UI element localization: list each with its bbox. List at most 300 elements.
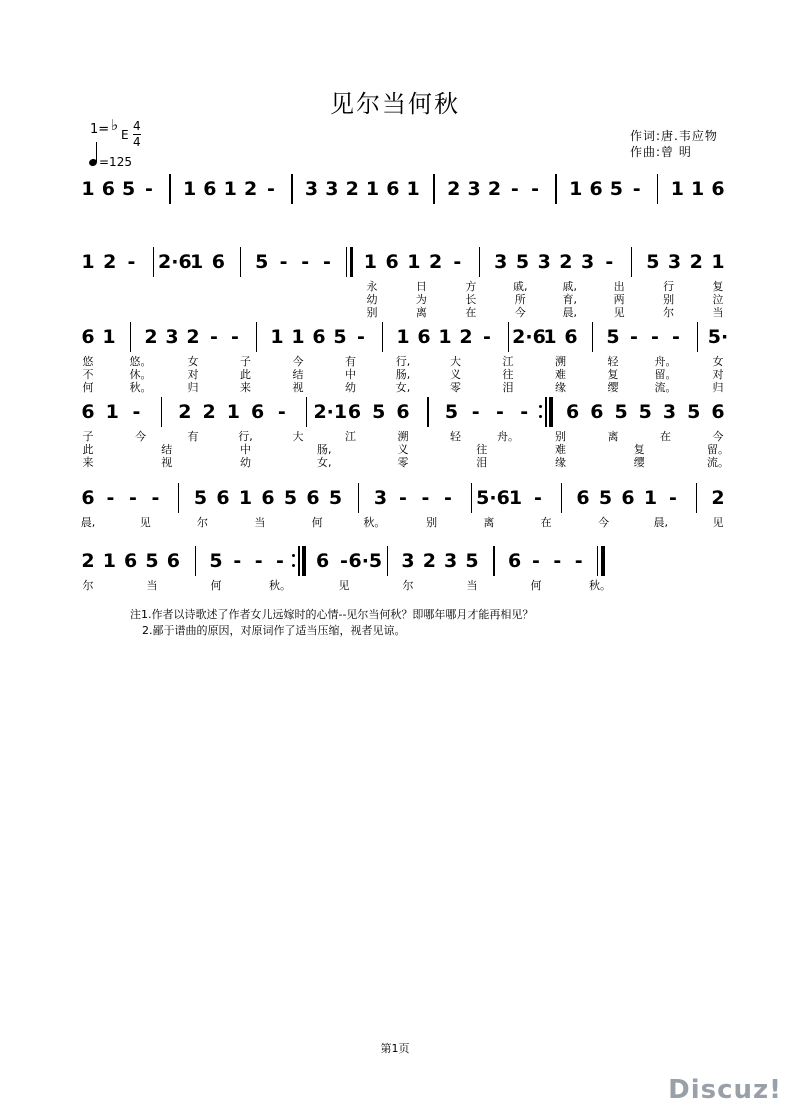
note: 1 (363, 251, 378, 273)
note: 6 (250, 401, 265, 423)
note: 6 (589, 178, 603, 200)
lyric-char: 女, (317, 456, 332, 469)
bar-line (471, 483, 472, 513)
lyric-char: 此 (240, 368, 251, 381)
lyric-char: 结 (292, 368, 304, 381)
lyric-char: 中 (240, 443, 251, 456)
note: - (520, 401, 529, 423)
note: 1 (643, 487, 658, 509)
note: 1 (396, 326, 410, 348)
note: 1 (182, 178, 197, 200)
lyric-char: 归 (187, 381, 199, 394)
note: 1 (711, 251, 725, 273)
note: 1 (102, 326, 116, 348)
bar-line (657, 174, 658, 204)
bar-line (433, 174, 434, 204)
lyric-char: 难 (555, 368, 566, 381)
note: 6 (261, 487, 275, 509)
lyric-char: 见 (338, 579, 350, 592)
note: - (233, 550, 242, 572)
time-signature (133, 119, 141, 150)
lyric-char: 幼 (366, 293, 378, 306)
lyric-char: 肠, (395, 368, 411, 381)
note: 1 (543, 326, 557, 348)
note: 3 (467, 178, 481, 200)
note: - (231, 326, 239, 348)
lyric-char: 今 (292, 355, 304, 368)
note: 1 (291, 326, 305, 348)
lyric-char: 何 (530, 579, 542, 592)
note: - (266, 178, 275, 200)
note: - (553, 550, 562, 572)
note: 5 (646, 251, 660, 273)
lyric-char: 尔 (663, 306, 675, 319)
note: 6 (590, 401, 604, 423)
lyric-char: 子 (240, 355, 251, 368)
lyric-char: 别 (366, 306, 378, 319)
note: 2 (428, 251, 443, 273)
lyric-char: 泪 (502, 381, 514, 394)
lyric-char: 见 (139, 516, 151, 529)
note: 3 (444, 550, 458, 572)
bar-line (161, 397, 162, 427)
time-bottom: 4 (133, 135, 141, 149)
lyric-char: 行, (395, 355, 411, 368)
repeat-dot (292, 554, 295, 557)
lyric-char: 来 (240, 381, 251, 394)
note: 1 (105, 401, 119, 423)
lyric-char: 缨 (607, 381, 619, 394)
lyric-char: 当 (466, 579, 478, 592)
lyric-char: 舟。 (497, 430, 519, 443)
note: 5 (598, 487, 613, 509)
lyricist-credit: 作词:唐.韦应物 (630, 129, 718, 143)
double-bar-line-thick (350, 247, 354, 277)
note: 1 (81, 178, 95, 200)
note: 3 (537, 251, 551, 273)
bar-line (696, 483, 697, 513)
bar-line (256, 322, 257, 352)
note: 1 (270, 326, 284, 348)
note: 2·6 (158, 251, 192, 273)
note: 3 (325, 178, 339, 200)
lyric-char: 缘 (555, 381, 566, 394)
double-bar-line (298, 546, 299, 576)
note: 5·6 (476, 487, 510, 509)
lyric-char: 长 (465, 293, 477, 306)
note: 2 (202, 401, 216, 423)
lyric-char: 义 (397, 443, 409, 456)
note: 2 (689, 251, 703, 273)
bar-line (382, 322, 383, 352)
lyric-char: 缘 (555, 456, 566, 469)
note: - (323, 251, 331, 273)
bar-line (427, 397, 428, 427)
note: - (210, 326, 218, 348)
lyric-char: 秋。 (589, 579, 611, 592)
note: 6 (203, 178, 217, 200)
repeat-dot (539, 415, 542, 418)
lyric-char: 别 (426, 516, 438, 529)
lyric-char: 尔 (82, 579, 94, 592)
note: 5 (465, 550, 479, 572)
note: 3 (373, 487, 388, 509)
note: - (340, 550, 348, 572)
lyric-char: 江 (345, 430, 356, 443)
lyric-char: 尔 (402, 579, 414, 592)
note: 6 (347, 401, 362, 423)
bar-line (508, 322, 509, 352)
note: 1 (569, 178, 583, 200)
lyric-char: 离 (607, 430, 619, 443)
note: - (277, 401, 286, 423)
note: - (605, 251, 614, 273)
note: 5 (515, 251, 530, 273)
note: 5 (255, 251, 269, 273)
lyric-char: 视 (161, 456, 173, 469)
note: 6 (81, 326, 95, 348)
double-bar-line-thick (549, 397, 553, 427)
double-bar-line (346, 247, 347, 277)
note: 6 (312, 326, 326, 348)
note: 1 (102, 550, 116, 572)
lyric-char: 在 (540, 516, 552, 529)
lyric-char: 难 (555, 443, 566, 456)
bar-line (240, 247, 241, 277)
note: 2 (186, 326, 200, 348)
note: 1 (670, 178, 684, 200)
note: 2 (459, 326, 473, 348)
note: - (672, 326, 680, 348)
lyric-char: 两 (613, 293, 625, 306)
note: 2 (178, 401, 192, 423)
note: 3 (401, 550, 415, 572)
note: - (532, 550, 540, 572)
bar-line (479, 247, 480, 277)
lyric-char: 泪 (476, 456, 488, 469)
note: - (276, 550, 284, 572)
lyric-char: 别 (663, 293, 675, 306)
bar-line (153, 247, 154, 277)
watermark-logo: Discuz! (668, 1075, 782, 1105)
note: 3 (667, 251, 682, 273)
footnote-1: 注1.作者以诗歌述了作者女儿远嫁时的心情--见尔当何秋？即哪年哪月才能再相见？ (130, 608, 534, 621)
note: - (483, 326, 491, 348)
note: 2 (243, 178, 258, 200)
note: 1 (238, 487, 253, 509)
note: - (129, 487, 137, 509)
lyric-char: 幼 (240, 456, 251, 469)
lyric-char: 晨, (653, 516, 668, 529)
bar-line (592, 322, 593, 352)
lyric-char: 视 (292, 381, 304, 394)
lyric-char: 幼 (345, 381, 356, 394)
lyric-char: 子 (82, 430, 94, 443)
page-number: 第1页 (380, 1042, 410, 1055)
composer-credit: 作曲:曾 明 (630, 145, 692, 159)
note: 5 (193, 487, 208, 509)
note: 1 (226, 401, 240, 423)
note: - (132, 401, 141, 423)
note: - (471, 401, 480, 423)
lyric-char: 秋。 (269, 579, 291, 592)
note: 6 (81, 487, 95, 509)
note: - (106, 487, 115, 509)
note: 5 (283, 487, 298, 509)
bar-line (631, 247, 632, 277)
lyric-char: 有 (187, 430, 199, 443)
note: 5 (609, 178, 623, 200)
note: - (531, 178, 540, 200)
lyric-char: 在 (660, 430, 671, 443)
note: - (357, 326, 365, 348)
note: 5 (614, 401, 628, 423)
note: 2·1 (313, 401, 348, 423)
bar-line (195, 546, 196, 576)
bar-line (493, 546, 494, 576)
lyric-char: 戚, (513, 280, 528, 293)
lyric-char: 往 (502, 368, 514, 381)
note: 1 (438, 326, 452, 348)
bar-line (306, 397, 307, 427)
bar-line (178, 483, 179, 513)
note: - (534, 487, 542, 509)
lyric-char: 大 (292, 430, 304, 443)
lyric-char: 何 (82, 381, 94, 394)
double-bar-line (597, 546, 598, 576)
lyric-char: 肠, (317, 443, 332, 456)
lyric-char: 不 (82, 368, 94, 381)
note: - (301, 251, 310, 273)
note: - (151, 487, 160, 509)
lyric-char: 溯 (555, 355, 566, 368)
repeat-dot (292, 564, 295, 567)
lyric-char: 在 (465, 306, 477, 319)
double-bar-line-thick (601, 546, 605, 576)
flat-symbol: ♭ (111, 116, 119, 134)
lyric-char: 对 (712, 368, 724, 381)
note: 5 (122, 178, 136, 200)
lyric-char: 中 (345, 368, 356, 381)
note: 1 (407, 251, 421, 273)
note: 6 (216, 487, 230, 509)
lyric-char: 复 (712, 280, 724, 293)
lyric-char: 零 (397, 456, 409, 469)
lyric-char: 行, (238, 430, 253, 443)
note: 2 (103, 251, 117, 273)
lyric-char: 结 (161, 443, 173, 456)
lyric-char: 轻 (450, 430, 461, 443)
note: 6 (508, 550, 522, 572)
note: 3 (662, 401, 677, 423)
note: 2·6 (512, 326, 546, 348)
note: - (510, 178, 519, 200)
lyric-char: 行 (663, 280, 675, 293)
lyric-char: 义 (450, 368, 461, 381)
lyric-char: 女 (712, 355, 724, 368)
key-signature: 1= (90, 122, 110, 137)
song-title: 见尔当何秋 (330, 90, 460, 118)
note: 1 (508, 487, 523, 509)
note: - (254, 550, 263, 572)
lyric-char: 尔 (197, 516, 209, 529)
bar-line (561, 483, 562, 513)
lyric-char: 永 (366, 280, 378, 293)
note: 2 (422, 550, 436, 572)
note: 6 (711, 401, 725, 423)
lyric-char: 今 (597, 516, 609, 529)
bar-line (291, 174, 292, 204)
lyric-char: 溯 (397, 430, 409, 443)
lyric-char: 有 (345, 355, 356, 368)
note: 3 (581, 251, 595, 273)
bar-line (358, 483, 359, 513)
note: 5 (145, 550, 159, 572)
repeat-dot (539, 405, 542, 408)
lyric-char: 归 (712, 381, 724, 394)
note: 2 (487, 178, 502, 200)
note: - (669, 487, 677, 509)
note: 2 (711, 487, 725, 509)
lyric-char: 见 (712, 516, 724, 529)
note: 6 (565, 401, 580, 423)
lyric-char: 流。 (707, 456, 729, 469)
note: 6 (316, 550, 330, 572)
note: 5 (444, 401, 459, 423)
note: - (453, 251, 462, 273)
note: 1 (365, 178, 380, 200)
lyric-char: 今 (135, 430, 146, 443)
note: 5· (707, 326, 729, 348)
lyric-char: 育, (562, 293, 577, 306)
lyric-char: 复 (607, 368, 619, 381)
lyric-char: 女, (395, 381, 411, 394)
lyric-char: 日 (415, 280, 427, 293)
lyric-char: 女 (187, 355, 199, 368)
note: - (444, 487, 452, 509)
note: 5 (606, 326, 620, 348)
lyric-char: 对 (187, 368, 199, 381)
note: 5 (333, 326, 347, 348)
note: - (279, 251, 288, 273)
lyric-char: 方 (465, 280, 477, 293)
bar-line (555, 174, 556, 204)
note: 1 (406, 178, 420, 200)
lyric-char: 轻 (607, 355, 619, 368)
double-bar-line-thick (302, 546, 306, 576)
key-letter: E (121, 128, 129, 142)
double-bar-line (545, 397, 546, 427)
note: 6·5 (348, 550, 383, 572)
lyric-char: 悠 (82, 355, 94, 368)
lyric-char: 当 (712, 306, 724, 319)
lyric-char: 秋。 (129, 381, 152, 394)
lyric-char: 戚, (562, 280, 577, 293)
note: 6 (385, 251, 399, 273)
note: 6 (124, 550, 138, 572)
note: 6 (211, 251, 225, 273)
lyric-char: 流。 (654, 381, 677, 394)
lyric-char: 留。 (654, 368, 677, 381)
lyric-char: 何 (210, 579, 222, 592)
note: - (127, 251, 136, 273)
lyric-char: 所 (514, 293, 526, 306)
note: 1 (81, 251, 95, 273)
note: - (574, 550, 583, 572)
note: 6 (711, 178, 725, 200)
lyric-char: 出 (613, 280, 625, 293)
note: 6 (166, 550, 180, 572)
lyric-char: 缨 (633, 456, 645, 469)
lyric-char: 来 (82, 456, 94, 469)
note: 5 (209, 550, 223, 572)
lyric-char: 当 (254, 516, 266, 529)
note: 1 (189, 251, 204, 273)
note: 6 (576, 487, 590, 509)
note: 5 (372, 401, 386, 423)
lyric-char: 当 (146, 579, 158, 592)
bar-line (130, 322, 131, 352)
lyric-char: 见 (613, 306, 625, 319)
note: 3 (494, 251, 508, 273)
lyric-char: 何 (311, 516, 323, 529)
note: - (421, 487, 430, 509)
note: 2 (144, 326, 158, 348)
bar-line (387, 546, 388, 576)
bar-line (697, 322, 698, 352)
note: 3 (304, 178, 319, 200)
bar-line (169, 174, 170, 204)
note: 2 (559, 251, 573, 273)
note: 2 (345, 178, 359, 200)
lyric-char: 此 (82, 443, 94, 456)
note: 6 (306, 487, 320, 509)
note: 5 (328, 487, 343, 509)
lyric-char: 晨, (562, 306, 577, 319)
time-top: 4 (133, 119, 141, 133)
note: 6 (564, 326, 578, 348)
note: 6 (81, 401, 95, 423)
note: 6 (621, 487, 635, 509)
note: 5 (687, 401, 701, 423)
lyric-char: 休。 (129, 368, 152, 381)
note: - (145, 178, 153, 200)
note: 6 (396, 401, 410, 423)
note: 1 (223, 178, 237, 200)
lyric-char: 悠。 (129, 355, 152, 368)
note: 2 (81, 550, 95, 572)
note: - (651, 326, 659, 348)
note: 6 (386, 178, 400, 200)
lyric-char: 复 (633, 443, 645, 456)
note: 2 (447, 178, 461, 200)
lyric-char: 为 (415, 293, 427, 306)
note: 5 (638, 401, 652, 423)
note: - (495, 401, 504, 423)
lyric-char: 离 (483, 516, 495, 529)
lyric-char: 离 (415, 306, 427, 319)
lyric-char: 别 (555, 430, 566, 443)
lyric-char: 泣 (712, 293, 724, 306)
note: 1 (691, 178, 705, 200)
lyric-char: 往 (476, 443, 488, 456)
lyric-char: 舟。 (654, 355, 677, 368)
note: 3 (165, 326, 179, 348)
lyric-char: 秋。 (363, 516, 386, 529)
lyric-char: 留。 (707, 443, 729, 456)
lyric-char: 江 (502, 355, 514, 368)
lyric-char: 晨, (80, 516, 96, 529)
